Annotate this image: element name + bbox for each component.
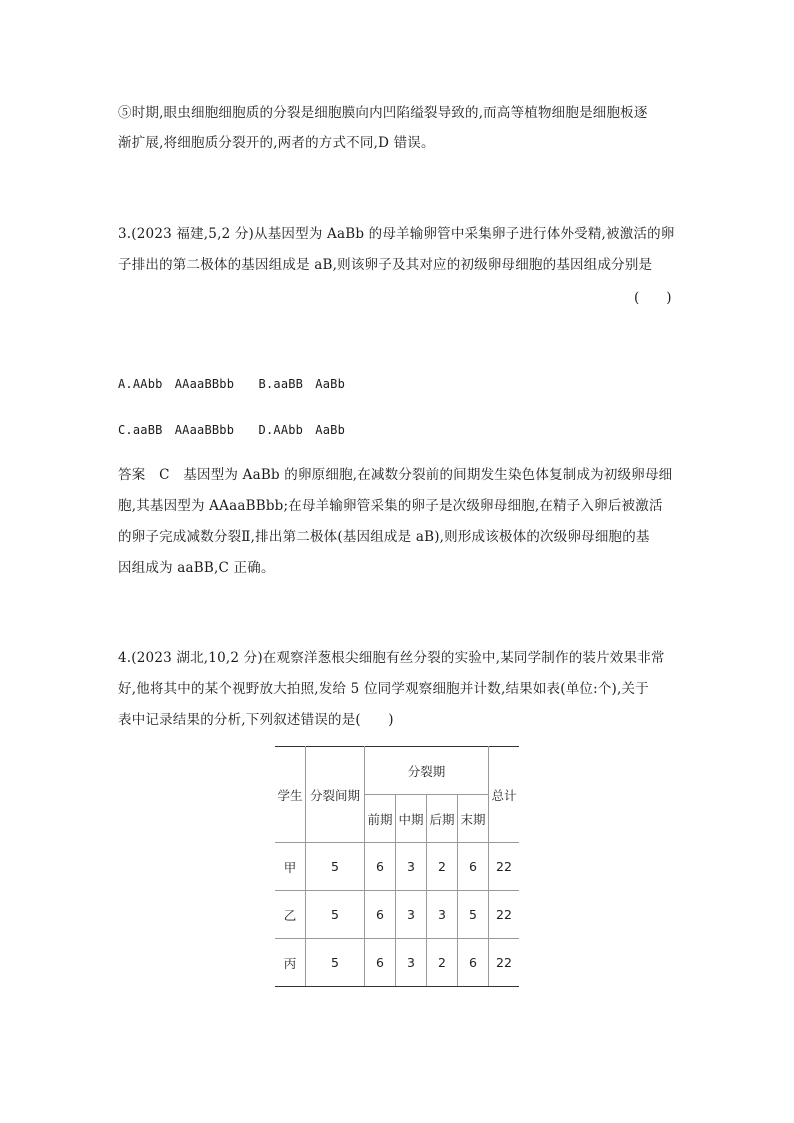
q3-options-line-1: A.AAbb AAaaBBbb B.aaBB AaBb	[118, 377, 345, 391]
cell-student: 丙	[275, 939, 306, 987]
cell-anaphase: 2	[427, 843, 458, 891]
cell-prophase: 6	[365, 843, 396, 891]
cell-anaphase: 2	[427, 939, 458, 987]
q3-stem-line-2: 子排出的第二极体的基因组成是 aB,则该卵子及其对应的初级卵母细胞的基因组成分别是	[118, 257, 653, 273]
cell-interphase: 5	[306, 891, 365, 939]
cell-total: 22	[489, 891, 520, 939]
header-anaphase: 后期	[427, 795, 458, 843]
q3-options-line-2: C.aaBB AAaaBBbb D.AAbb AaBb	[118, 423, 345, 437]
cell-student: 乙	[275, 891, 306, 939]
cell-prophase: 6	[365, 891, 396, 939]
table-row	[275, 939, 519, 987]
q4-stem-line-2: 好,他将其中的某个视野放大拍照,发给 5 位同学观察细胞并计数,结果如表(单位:个),关于	[118, 681, 649, 697]
cell-student: 甲	[275, 843, 306, 891]
q3-answer-line-3: 的卵子完成减数分裂Ⅱ,排出第二极体(基因组成是 aB),则形成该极体的次级卵母细胞的基	[118, 529, 650, 545]
table-header-row	[275, 747, 519, 795]
cell-telophase: 6	[458, 939, 489, 987]
q3-answer-line-2: 胞,其基因型为 AAaaBBbb;在母羊输卵管采集的卵子是次级卵母细胞,在精子入卵后被激活	[118, 498, 663, 514]
header-telophase: 末期	[458, 795, 489, 843]
q3-answer-line-1: 答案 C 基因型为 AaBb 的卵原细胞,在减数分裂前的间期发生染色体复制成为初级卵母细	[118, 467, 673, 483]
cell-metaphase: 3	[396, 939, 427, 987]
prev-answer-line-2: 渐扩展,将细胞质分裂开的,两者的方式不同,D 错误。	[118, 135, 435, 151]
cell-metaphase: 3	[396, 843, 427, 891]
q3-answer-blank: ( )	[634, 290, 672, 306]
header-interphase: 分裂间期	[306, 747, 365, 843]
cell-telophase: 6	[458, 843, 489, 891]
table-row	[275, 843, 519, 891]
cell-prophase: 6	[365, 939, 396, 987]
prev-answer-line-1: ⑤时期,眼虫细胞细胞质的分裂是细胞膜向内凹陷缢裂导致的,而高等植物细胞是细胞板逐	[118, 105, 648, 121]
header-prophase: 前期	[365, 795, 396, 843]
q3-stem-line-1: 3.(2023 福建,5,2 分)从基因型为 AaBb 的母羊输卵管中采集卵子进行体外受精,被激活的卵	[118, 226, 675, 242]
cell-total: 22	[489, 939, 520, 987]
header-total: 总计	[489, 747, 520, 843]
header-student: 学生	[275, 747, 306, 843]
cell-interphase: 5	[306, 939, 365, 987]
header-division-phase: 分裂期	[365, 747, 489, 795]
q3-answer-line-4: 因组成为 aaBB,C 正确。	[118, 560, 275, 576]
table-row	[275, 891, 519, 939]
cell-telophase: 5	[458, 891, 489, 939]
cell-anaphase: 3	[427, 891, 458, 939]
cell-total: 22	[489, 843, 520, 891]
cell-count-table	[275, 746, 519, 987]
q4-stem-line-3: 表中记录结果的分析,下列叙述错误的是( )	[118, 712, 394, 728]
cell-interphase: 5	[306, 843, 365, 891]
q4-stem-line-1: 4.(2023 湖北,10,2 分)在观察洋葱根尖细胞有丝分裂的实验中,某同学制作的装片效果非常	[118, 650, 665, 666]
header-metaphase: 中期	[396, 795, 427, 843]
cell-metaphase: 3	[396, 891, 427, 939]
